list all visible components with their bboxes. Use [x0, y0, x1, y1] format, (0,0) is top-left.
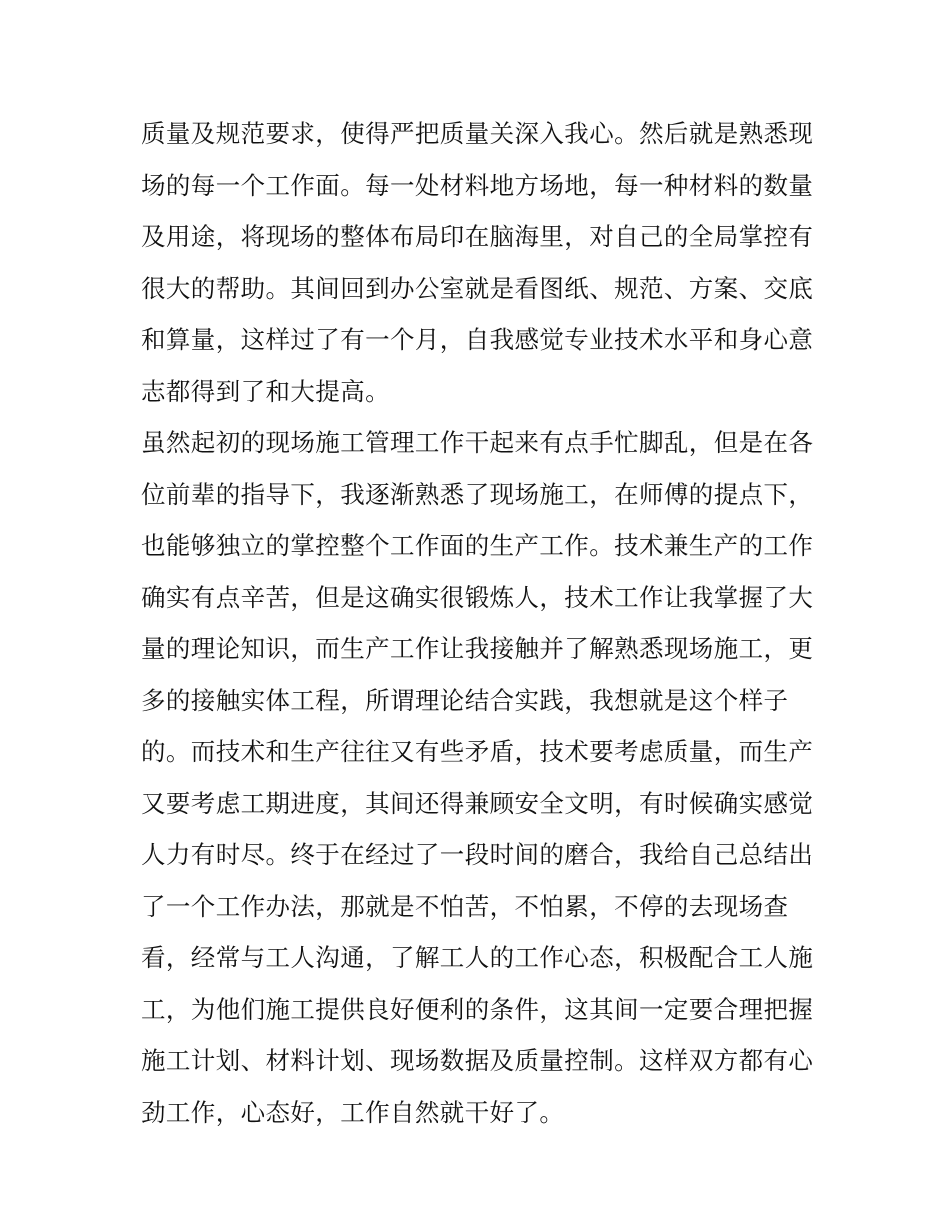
text-line: 和算量，这样过了有一个月，自我感觉专业技术水平和身心意: [141, 325, 814, 354]
text-line: 看，经常与工人沟通，了解工人的工作心态，积极配合工人施: [141, 943, 814, 972]
text-line: 了一个工作办法，那就是不怕苦，不怕累，不停的去现场查: [141, 891, 789, 921]
text-line: 场的每一个工作面。每一处材料地方场地，每一种材料的数量: [141, 170, 814, 200]
text-line: 虽然起初的现场施工管理工作干起来有点手忙脚乱，但是在各: [141, 428, 814, 457]
text-line: 工，为他们施工提供良好便利的条件，这其间一定要合理把握: [141, 994, 814, 1024]
text-line: 施工计划、材料计划、现场数据及质量控制。这样双方都有心: [141, 1046, 814, 1075]
text-line: 位前辈的指导下，我逐渐熟悉了现场施工，在师傅的提点下，: [141, 479, 814, 509]
body-text: [141, 108, 821, 1138]
text-line: 志都得到了和大提高。: [141, 376, 390, 406]
text-line: 人力有时尽。终于在经过了一段时间的磨合，我给自己总结出: [141, 840, 814, 869]
text-line: 量的理论知识，而生产工作让我接触并了解熟悉现场施工，更: [141, 634, 814, 663]
text-line: 多的接触实体工程，所谓理论结合实践，我想就是这个样子: [141, 685, 789, 715]
text-line: 又要考虑工期进度，其间还得兼顾安全文明，有时候确实感觉: [141, 788, 814, 818]
text-line: 及用途，将现场的整体布局印在脑海里，对自己的全局掌控有: [141, 222, 814, 251]
text-line: 劲工作，心态好，工作自然就干好了。: [141, 1097, 565, 1127]
text-line: 质量及规范要求，使得严把质量关深入我心。然后就是熟悉现: [141, 119, 814, 148]
text-line: 很大的帮助。其间回到办公室就是看图纸、规范、方案、交底: [141, 273, 814, 303]
text-line: 的。而技术和生产往往又有些矛盾，技术要考虑质量，而生产: [141, 737, 814, 766]
text-line: 也能够独立的掌控整个工作面的生产工作。技术兼生产的工作: [141, 531, 814, 560]
text-line: 确实有点辛苦，但是这确实很锻炼人，技术工作让我掌握了大: [141, 582, 814, 612]
